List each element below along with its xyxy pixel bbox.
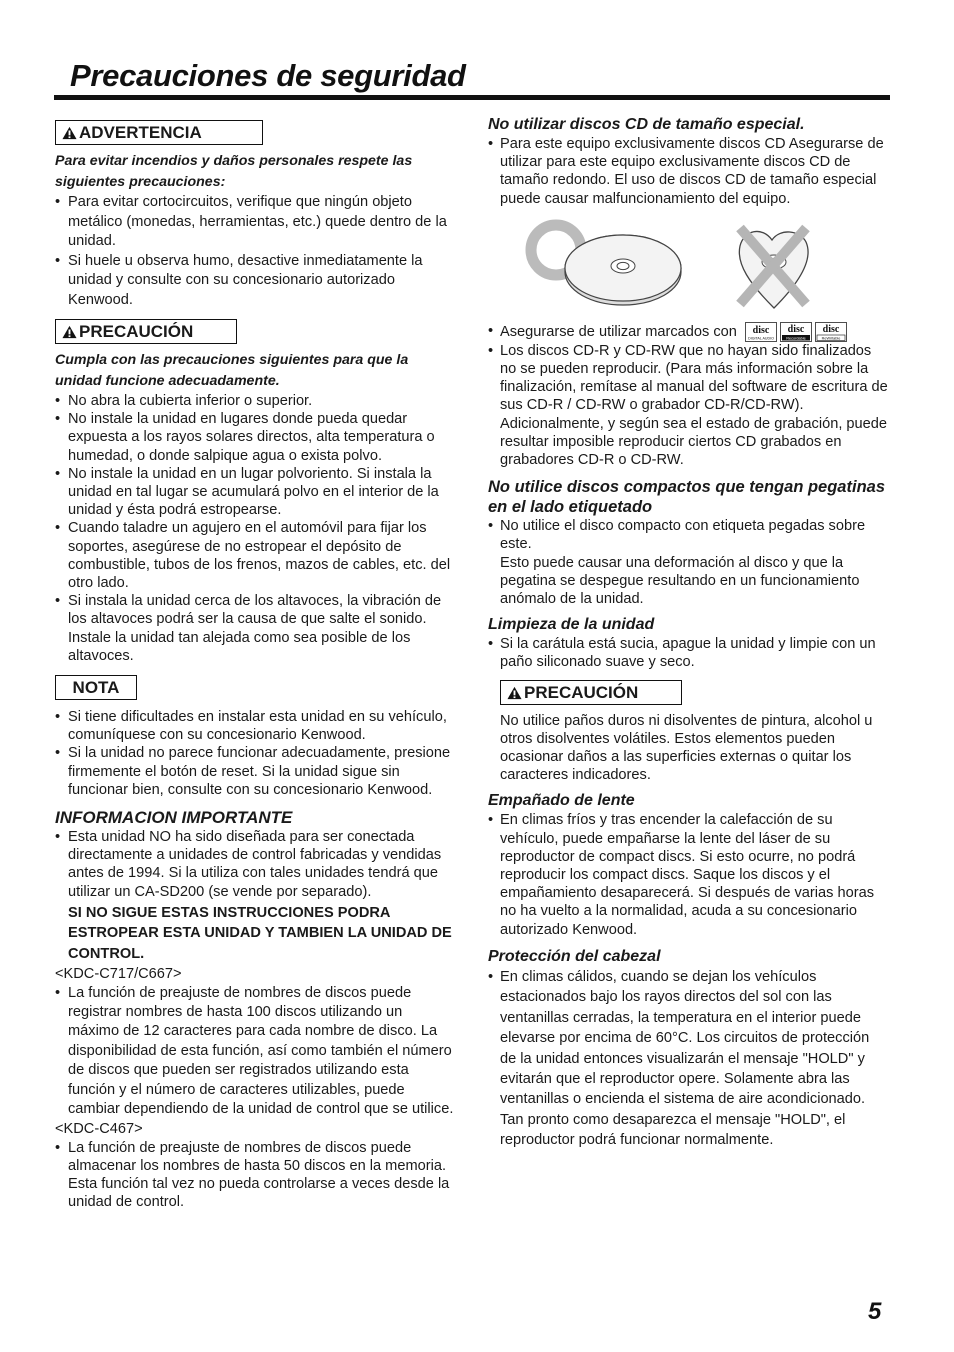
page-number: 5: [868, 1298, 882, 1325]
precaucion-label: PRECAUCIÓN: [79, 322, 194, 341]
special-cd-heading: No utilizar discos CD de tamaño especial.: [488, 116, 805, 133]
list-item: • No abra la cubierta inferior o superior.: [55, 392, 455, 410]
page-title: Precauciones de seguridad: [70, 58, 466, 93]
warning-triangle-icon: [507, 686, 522, 700]
list-item: • Si tiene dificultades en instalar esta unidad en su vehículo, comuníquese con su concesionario Kenwood.: [55, 708, 455, 744]
precaucion-text: No utilice paños duros ni disolventes de pintura, alcohol u otros disolventes volátiles. Estos elementos pueden ocasionar daños a las superficies externas o quitar los caracteres indicadores.: [500, 712, 873, 784]
precaucion-box: [55, 319, 237, 344]
compact-disc-rewritable-logo-icon: [815, 322, 847, 342]
warning-text: SI NO SIGUE ESTAS INSTRUCCIONES PODRA ESTROPEAR ESTA UNIDAD Y TAMBIEN LA UNIDAD DE CONTROL.: [68, 904, 452, 962]
compact-disc-recordable-logo-icon: [780, 322, 812, 342]
list-item: • Cuando taladre un agujero en el automóvil para fijar los soportes, asegúrese de no estropear el depósito de combustible, tubos de los frenos, mazos de cables, etc. del otro lado.: [55, 519, 455, 592]
svg-text:disc: disc: [822, 323, 840, 335]
list-item: • Para este equipo exclusivamente discos CD Asegurarse de utilizar para este equipo exclusivamente discos CD de tamaño redondo. El uso de discos CD de tamaño especial puede causar malfuncionamiento del equipo.: [488, 135, 888, 208]
list-item: • No instale la unidad en un lugar polvoriento. Si instala la unidad en tal lugar se acumulará polvo en el interior de la unidad y ésta podrá estropearse.: [55, 465, 455, 520]
cd-illustration: [488, 216, 888, 316]
list-item: • Los discos CD-R y CD-RW que no hayan sido finalizados no se pueden reproducir. (Para más información sobre la finalización, remítase al manual del software de escritura de sus CD-R / CD-RW o grabador CD-R/CD-RW). Adicionalmente, y según sea el estado de grabación, puede resultar imposible reproducir ciertos CD grabados en grabadores CD-R o CD-RW.: [488, 342, 888, 469]
svg-text:DIGITAL AUDIO: DIGITAL AUDIO: [748, 336, 774, 341]
list-item: • La función de preajuste de nombres de discos puede registrar nombres de hasta 100 discos utilizando un máximo de 12 caracteres para cada nombre de disco. La disponibilidad de esta función, así como también el número de discos que pueden ser registrados utilizando esta función y el número de caracteres utilizables, puede cambiar dependiendo de la unidad de control que se utilice.: [55, 984, 455, 1120]
list-item: • Si instala la unidad cerca de los altavoces, la vibración de los altavoces podrá ser la causa de que salte el sonido. Instale la unidad tan alejada como sea posible de los altavoces.: [55, 592, 455, 665]
list-item: • La función de preajuste de nombres de discos puede almacenar los nombres de hasta 50 discos en la memoria. Esta función tal vez no pueda controlarse a veces desde la unidad de control.: [55, 1139, 455, 1212]
model-label: <KDC-C717/C667>: [55, 966, 182, 983]
disc-ok-illustration: [488, 216, 888, 316]
disc-logos: [745, 322, 847, 342]
precaucion-lead: Cumpla con las precauciones siguientes para que la unidad funcione adecuadamente.: [55, 352, 409, 389]
advertencia-label: ADVERTENCIA: [79, 123, 202, 142]
advertencia-lead: Para evitar incendios y daños personales respete las siguientes precauciones:: [55, 153, 413, 190]
svg-text:Recordable: Recordable: [786, 336, 806, 341]
list-item: • Si huele u observa humo, desactive inmediatamente la unidad y consulte con su concesionario autorizado Kenwood.: [55, 252, 455, 311]
stickers-continuation: Esto puede causar una deformación al disco y que la pegatina se despegue resultando en un funcionamiento anómalo de la unidad.: [500, 554, 860, 608]
right-column: [488, 115, 888, 1151]
left-column: [55, 112, 455, 1211]
model-label: <KDC-C467>: [55, 1121, 143, 1138]
informacion-heading: INFORMACION IMPORTANTE: [55, 808, 293, 828]
title-rule: [54, 95, 890, 100]
warning-triangle-icon: [62, 325, 77, 339]
stickers-heading: No utilice discos compactos que tengan pegatinas en el lado etiquetado: [488, 478, 885, 517]
svg-text:disc: disc: [752, 324, 770, 336]
list-item: • Si la carátula está sucia, apague la unidad y limpie con un paño siliconado suave y seco.: [488, 635, 888, 671]
list-item: • Esta unidad NO ha sido diseñada para ser conectada directamente a unidades de control fabricadas y vendidas antes de 1994. Si la utiliza con tales unidades tendrá que utilizar un CA-SD200 (se vende por separado).: [55, 828, 455, 901]
nota-label: NOTA: [72, 678, 120, 698]
precaucion-label-2: PRECAUCIÓN: [524, 682, 639, 702]
list-item: • Para evitar cortocircuitos, verifique que ningún objeto metálico (monedas, herramientas, etc.) quede dentro de la unidad.: [55, 193, 455, 252]
list-item: • En climas cálidos, cuando se dejan los vehículos estacionados bajo los rayos directos del sol con las ventanillas cerradas, la temperatura en el interior puede elevarse por encima de 60°C. Los circuitos de protección de la unidad entonces visualizarán el mensaje "HOLD" y evitarán que el reproductor opere. Solamente abra las ventanillas o encienda el sistema de aire acondicionado. Tan pronto como desaparezca el mensaje "HOLD", el reproductor podrá funcionar normalmente.: [488, 967, 888, 1151]
list-item: • No instale la unidad en lugares donde pueda quedar expuesta a los rayos solares directos, alta temperatura o humedad, o donde salpique agua o exista polvo.: [55, 410, 455, 465]
nota-box: [55, 675, 137, 700]
svg-text:disc: disc: [787, 323, 805, 335]
list-item: [488, 322, 888, 342]
empanado-heading: Empañado de lente: [488, 792, 635, 810]
advertencia-box: [55, 120, 263, 145]
marks-text: Asegurarse de utilizar marcados con: [500, 323, 737, 340]
precaucion-box-2: [500, 680, 682, 705]
list-item: • No utilice el disco compacto con etiqueta pegadas sobre este.: [488, 517, 888, 553]
proteccion-heading: Protección del cabezal: [488, 947, 661, 965]
limpieza-heading: Limpieza de la unidad: [488, 616, 655, 634]
compact-disc-logo-icon: [745, 322, 777, 342]
warning-triangle-icon: [62, 126, 77, 140]
list-item: • Si la unidad no parece funcionar adecuadamente, presione firmemente el botón de reset. Si la unidad sigue sin funcionar bien, consulte con su concesionario Kenwood.: [55, 744, 455, 799]
svg-text:ReWritable: ReWritable: [821, 336, 841, 341]
list-item: • En climas fríos y tras encender la calefacción de su vehículo, puede empañarse la lente del láser de su reproductor de compact discs. Si esto ocurre, no podrá reproducir los compact discs. Saque los discos y el empañamiento desaparecerá. Si después de varias horas no ha vuelto a la normalidad, acuda a su concesionario autorizado Kenwood.: [488, 811, 888, 938]
